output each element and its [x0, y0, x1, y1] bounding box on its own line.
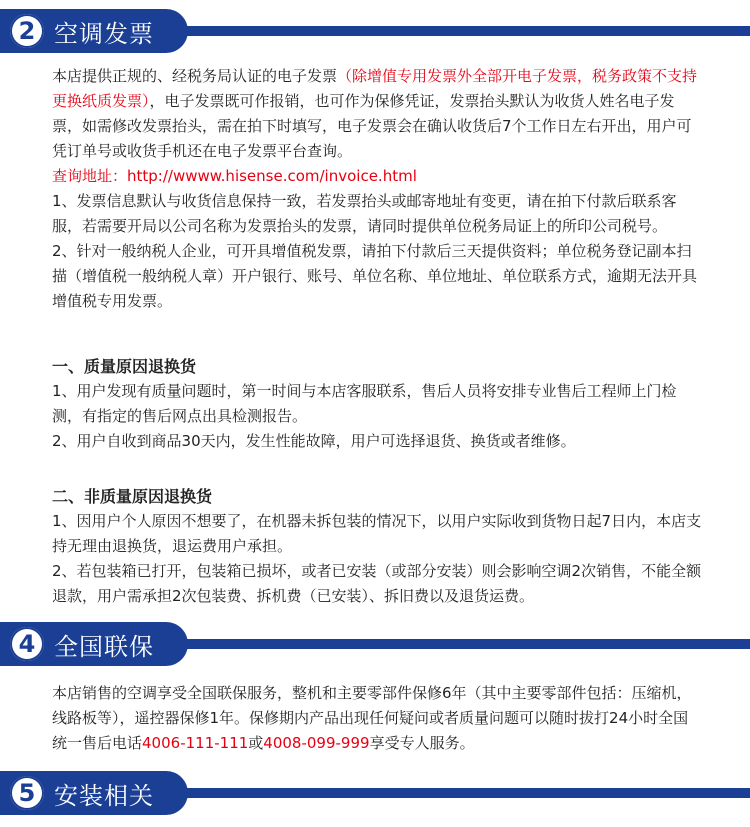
quality-return-content — [52, 354, 702, 454]
nonquality-return-heading: 二、非质量原因退换货 — [52, 487, 213, 506]
quality-return-item-1: 1、用户发现有质量问题时，第一时间与本店客服联系，售后人员将安排专业售后工程师上门检测，有指定的售后网点出具检测报告。 — [52, 382, 677, 425]
invoice-content — [52, 64, 702, 314]
query-label: 查询地址： — [52, 167, 128, 185]
invoice-query — [52, 164, 702, 189]
section-header-warranty — [0, 622, 750, 666]
warranty-text-b: 享受专人服务。 — [369, 734, 475, 752]
quality-return-item-2: 2、用户自收到商品30天内，发生性能故障，用户可选择退货、换货或者维修。 — [52, 432, 576, 450]
invoice-intro-text-2: ，电子发票既可作报销，也可作为保修凭证，发票抬头默认为收货人姓名电子发票，如需修改发票抬头，需在拍下时填写，电子发票会在确认收货后7个工作日左右开出，用户可凭订单号或收货手机还在电子发票平台查询。 — [52, 92, 692, 160]
warranty-or: 或 — [248, 734, 264, 752]
warranty-content — [52, 681, 702, 756]
section-number-badge: 2 — [10, 14, 44, 48]
section-header-invoice — [0, 9, 750, 53]
invoice-note-1: 1、发票信息默认与收货信息保持一致，若发票抬头或邮寄地址有变更，请在拍下付款后联系客服，若需要开局以公司名称为发票抬头的发票，请同时提供单位税务局证上的所印公司税号。 — [52, 192, 677, 235]
query-url-link[interactable]: http://wwww.hisense.com/invoice.html — [127, 167, 417, 185]
warranty-text-a: 本店销售的空调享受全国联保服务，整机和主要零部件保修6年（其中主要零部件包括：压缩机，线路板等），遥控器保修1年。保修期内产品出现任何疑问或者质量问题可以随时拔打24小时全国统一售后电话 — [52, 684, 692, 752]
header-pill — [0, 622, 188, 666]
invoice-intro-text: 本店提供正规的、经税务局认证的电子发票 — [52, 67, 338, 85]
service-phone-1: 4006-111-111 — [142, 734, 249, 752]
service-phone-2: 4008-099-999 — [263, 734, 370, 752]
section-title: 安装相关 — [54, 781, 154, 810]
section-title: 全国联保 — [54, 632, 154, 661]
section-number-badge: 5 — [10, 776, 44, 810]
warranty-text — [52, 681, 702, 756]
section-title: 空调发票 — [54, 19, 154, 48]
section-header-installation — [0, 771, 750, 815]
invoice-note-2: 2、针对一般纳税人企业，可开具增值税发票，请拍下付款后三天提供资料；单位税务登记副本扫描（增值税一般纳税人章）开户银行、账号、单位名称、单位地址、单位联系方式，逾期无法开具增值税专用发票。 — [52, 242, 698, 310]
header-pill — [0, 771, 188, 815]
header-pill — [0, 9, 188, 53]
nonquality-return-item-2: 2、若包装箱已打开，包装箱已损坏，或者已安装（或部分安装）则会影响空调2次销售，不能全额退款，用户需承担2次包装费、拆机费（已安装）、拆旧费以及退货运费。 — [52, 562, 702, 605]
invoice-intro-highlight: （除增值专用发票外全部开电子发票，税务政策不支持更换纸质发票） — [52, 67, 698, 110]
invoice-intro — [52, 64, 702, 164]
section-number-badge: 4 — [10, 627, 44, 661]
nonquality-return-content — [52, 484, 702, 609]
quality-return-heading: 一、质量原因退换货 — [52, 357, 197, 376]
nonquality-return-item-1: 1、因用户个人原因不想要了，在机器未拆包装的情况下，以用户实际收到货物日起7日内，本店支持无理由退换货，退运费用户承担。 — [52, 512, 702, 555]
